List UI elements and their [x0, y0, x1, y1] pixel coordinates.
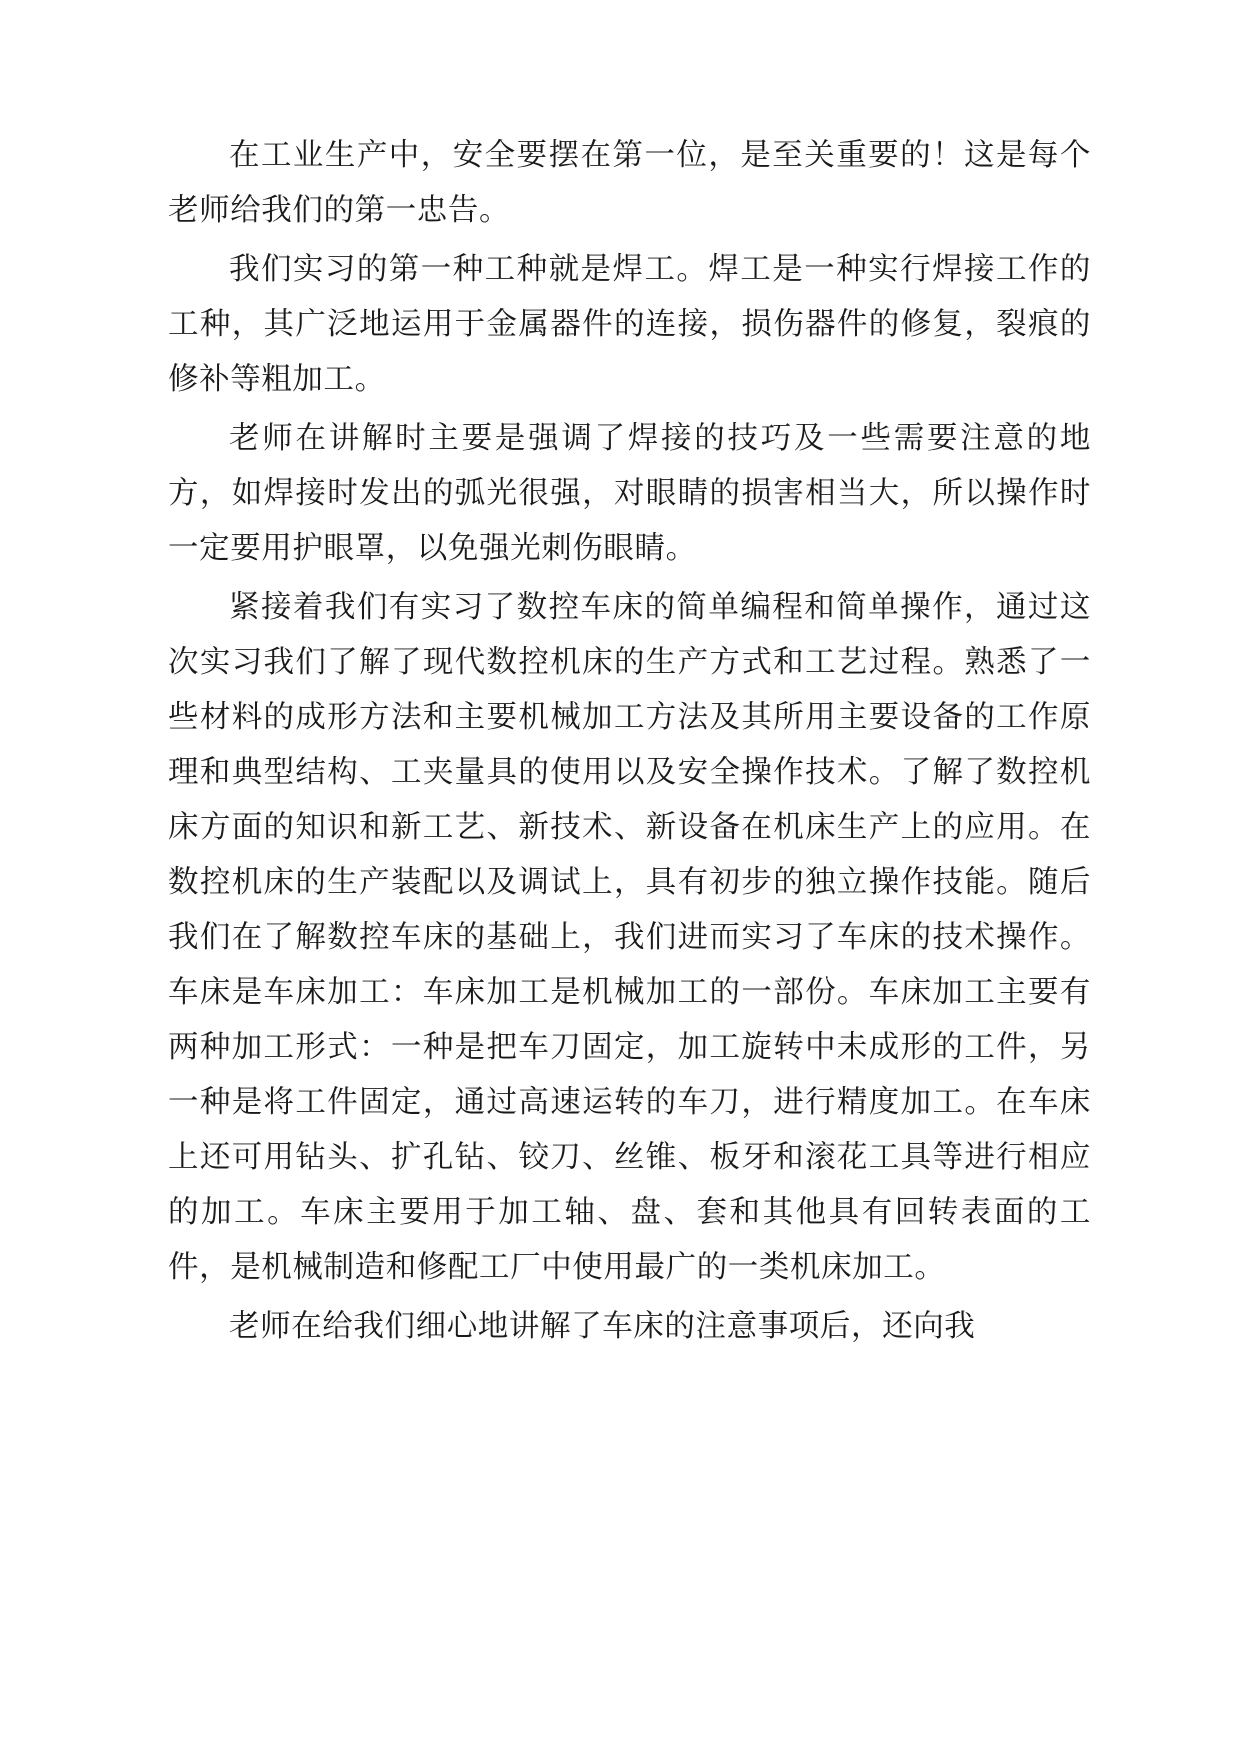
- paragraph-4: 紧接着我们有实习了数控车床的简单编程和简单操作，通过这次实习我们了解了现代数控机床的生产方式和工艺过程。熟悉了一些材料的成形方法和主要机械加工方法及其所用主要设备的工作原理和典型结构、工夹量具的使用以及安全操作技术。了解了数控机床方面的知识和新工艺、新技术、新设备在机床生产上的应用。在数控机床的生产装配以及调试上，具有初步的独立操作技能。随后我们在了解数控车床的基础上，我们进而实习了车床的技术操作。车床是车床加工：车床加工是机械加工的一部份。车床加工主要有两种加工形式：一种是把车刀固定，加工旋转中未成形的工件，另一种是将工件固定，通过高速运转的车刀，进行精度加工。在车床上还可用钻头、扩孔钻、铰刀、丝锥、板牙和滚花工具等进行相应的加工。车床主要用于加工轴、盘、套和其他具有回转表面的工件，是机械制造和修配工厂中使用最广的一类机床加工。: [168, 590, 1091, 1285]
- paragraph-3: 老师在讲解时主要是强调了焊接的技巧及一些需要注意的地方，如焊接时发出的弧光很强，对眼睛的损害相当大，所以操作时一定要用护眼罩，以免强光刺伤眼睛。: [168, 421, 1091, 566]
- paragraph-5: 老师在给我们细心地讲解了车床的注意事项后，还向我: [229, 1309, 976, 1344]
- paragraph-2: 我们实习的第一种工种就是焊工。焊工是一种实行焊接工作的工种，其广泛地运用于金属器件的连接，损伤器件的修复，裂痕的修补等粗加工。: [168, 252, 1091, 397]
- paragraph-1: 在工业生产中，安全要摆在第一位，是至关重要的！这是每个老师给我们的第一忠告。: [168, 138, 1091, 228]
- document-body: [168, 128, 1091, 1354]
